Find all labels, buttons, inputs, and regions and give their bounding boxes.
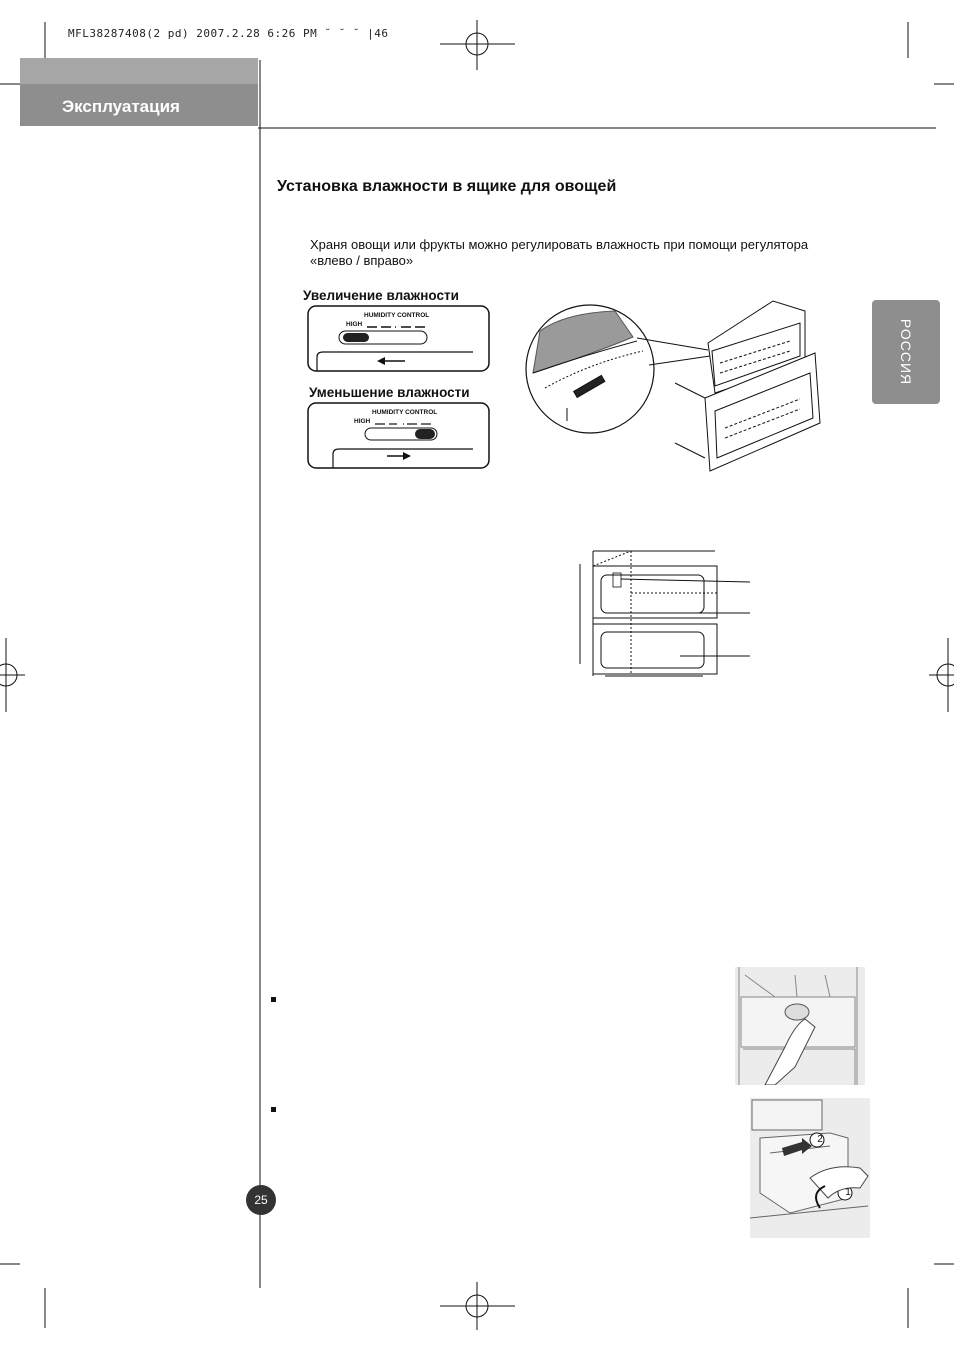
bullet-2	[271, 1107, 276, 1112]
increase-humidity-label: Увеличение влажности	[303, 288, 459, 303]
crisper-drawer-illustration	[525, 293, 845, 478]
print-metadata: MFL38287408(2 pd) 2007.2.28 6:26 PM ˘ ˘ ˘ |46	[68, 27, 389, 40]
header-tab-highlight	[20, 58, 258, 84]
language-side-tab-label: РОССИЯ	[898, 318, 914, 386]
drawer-pull-photo	[750, 1098, 870, 1238]
intro-text	[310, 237, 850, 269]
header-title: Эксплуатация	[62, 97, 180, 116]
step-2-callout: 2	[817, 1134, 823, 1145]
intro-line-1: Храня овощи или фрукты можно регулировать влажность при помощи регулятора	[310, 237, 809, 252]
decrease-high-label: HIGH	[354, 418, 371, 425]
section-title: Установка влажности в ящике для овощей	[277, 178, 617, 195]
increase-control-title: HUMIDITY CONTROL	[364, 312, 430, 319]
crisper-front-diagram	[575, 546, 755, 684]
step-1-callout: 1	[845, 1187, 851, 1198]
decrease-humidity-label: Уменьшение влажности	[309, 385, 470, 400]
decrease-control-title: HUMIDITY CONTROL	[372, 409, 438, 416]
drawer-button-photo	[735, 967, 865, 1085]
increase-high-label: HIGH	[346, 321, 363, 328]
intro-line-2: «влево / вправо»	[310, 253, 414, 268]
bullet-1	[271, 997, 276, 1002]
page-number: 25	[254, 1193, 268, 1207]
